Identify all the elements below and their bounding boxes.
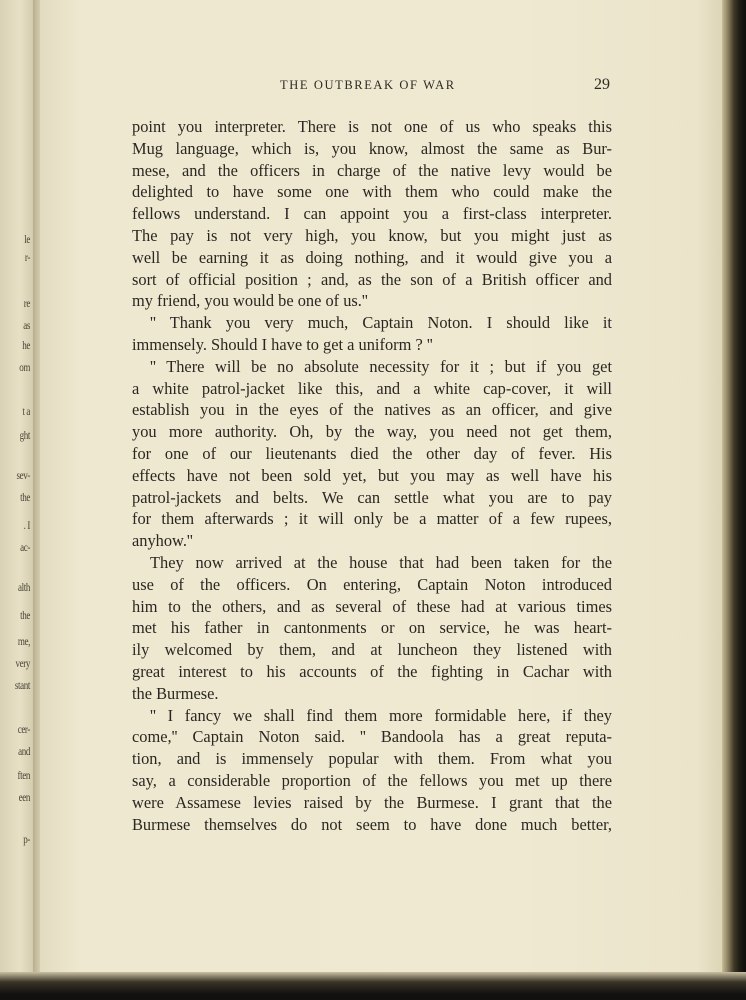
facing-page-fragment: re [23,296,30,310]
text-line: come,'' Captain Noton said. '' Bandoola has a great reputa- [132,727,612,747]
facing-page-fragment: very [15,656,30,670]
text-line: a white patrol-jacket like this, and a white cap-cover, it will [132,378,612,398]
text-line: well be earning it as doing nothing, and it would give you a [132,247,612,267]
text-line: say, a considerable proportion of the fellows you met up there [132,770,612,790]
facing-page-fragment: the [20,490,30,504]
facing-page-fragment: cer- [17,722,30,736]
text-line: delighted to have some one with them who could make the [132,182,612,202]
facing-page-fragment: alth [18,580,30,594]
text-line: use of the officers. On entering, Captain Noton introduced [132,574,612,594]
text-line: sort of official position ; and, as the son of a British officer and [132,269,612,289]
facing-page-fragment: the [20,608,30,622]
text-line: were Assamese levies raised by the Burmese. I grant that the [132,792,612,812]
text-line: for one of our lieutenants died the other day of fever. His [132,443,612,463]
text-line: patrol-jackets and belts. We can settle what you are to pay [132,487,612,507]
text-line: fellows understand. I can appoint you a first-class interpreter. [132,204,612,224]
text-line: tion, and is immensely popular with them. From what you [132,749,612,769]
text-line: my friend, you would be one of us.'' [132,291,368,311]
text-line: '' I fancy we shall find them more formidable here, if they [150,705,612,725]
page-stack-edge [722,0,746,1000]
text-line: you more authority. Oh, by the way, you need not get them, [132,422,612,442]
text-line: met his father in cantonments or on service, he was heart- [132,618,612,638]
facing-page-fragment: r- [24,250,30,264]
text-line: immensely. Should I have to get a uniform ? '' [132,334,433,354]
facing-page-fragment: een [18,790,30,804]
text-line: the Burmese. [132,683,219,703]
text-line: They now arrived at the house that had been taken for the [150,552,612,572]
text-line: mese, and the officers in charge of the native levy would be [132,160,612,180]
text-line: Mug language, which is, you know, almost the same as Bur- [132,138,612,158]
text-line: '' Thank you very much, Captain Noton. I should like it [150,313,612,333]
text-line: him to the others, and as several of these had at various times [132,596,612,616]
facing-page-fragment: and [18,744,30,758]
facing-page-fragment: ght [19,428,30,442]
page-number: 29 [594,76,610,93]
facing-page-fragment: ften [17,768,30,782]
facing-page-fragment: le [24,232,30,246]
text-line: The pay is not very high, you know, but you might just as [132,225,612,245]
facing-page-fragment: p- [23,832,30,846]
text-line: Burmese themselves do not seem to have done much better, [132,814,612,834]
facing-page-fragment: stant [14,678,30,692]
text-line: for them afterwards ; it will only be a matter of a few rupees, [132,509,612,529]
bottom-shadow [0,972,746,1000]
facing-page-fragment: me, [17,634,30,648]
facing-page-fragment: sev- [16,468,30,482]
text-line: ily welcomed by them, and at luncheon they listened with [132,640,612,660]
facing-page-fragment: om [19,360,30,374]
text-line: establish you in the eyes of the natives as an officer, and give [132,400,612,420]
text-line: effects have not been sold yet, but you may as well have his [132,465,612,485]
text-line: great interest to his accounts of the fighting in Cachar with [132,661,612,681]
facing-page-fragment: . I [23,518,30,532]
text-line: '' There will be no absolute necessity for it ; but if you get [150,356,612,376]
facing-page-fragment: as [23,318,30,332]
facing-page-fragment: he [22,338,30,352]
body-text [132,116,612,835]
running-head: THE OUTBREAK OF WAR [280,78,456,92]
facing-page-fragment: ac- [20,540,30,554]
text-line: point you interpreter. There is not one of us who speaks this [132,117,612,136]
facing-page-fragment: t a [22,404,30,418]
text-line: anyhow.'' [132,531,193,551]
